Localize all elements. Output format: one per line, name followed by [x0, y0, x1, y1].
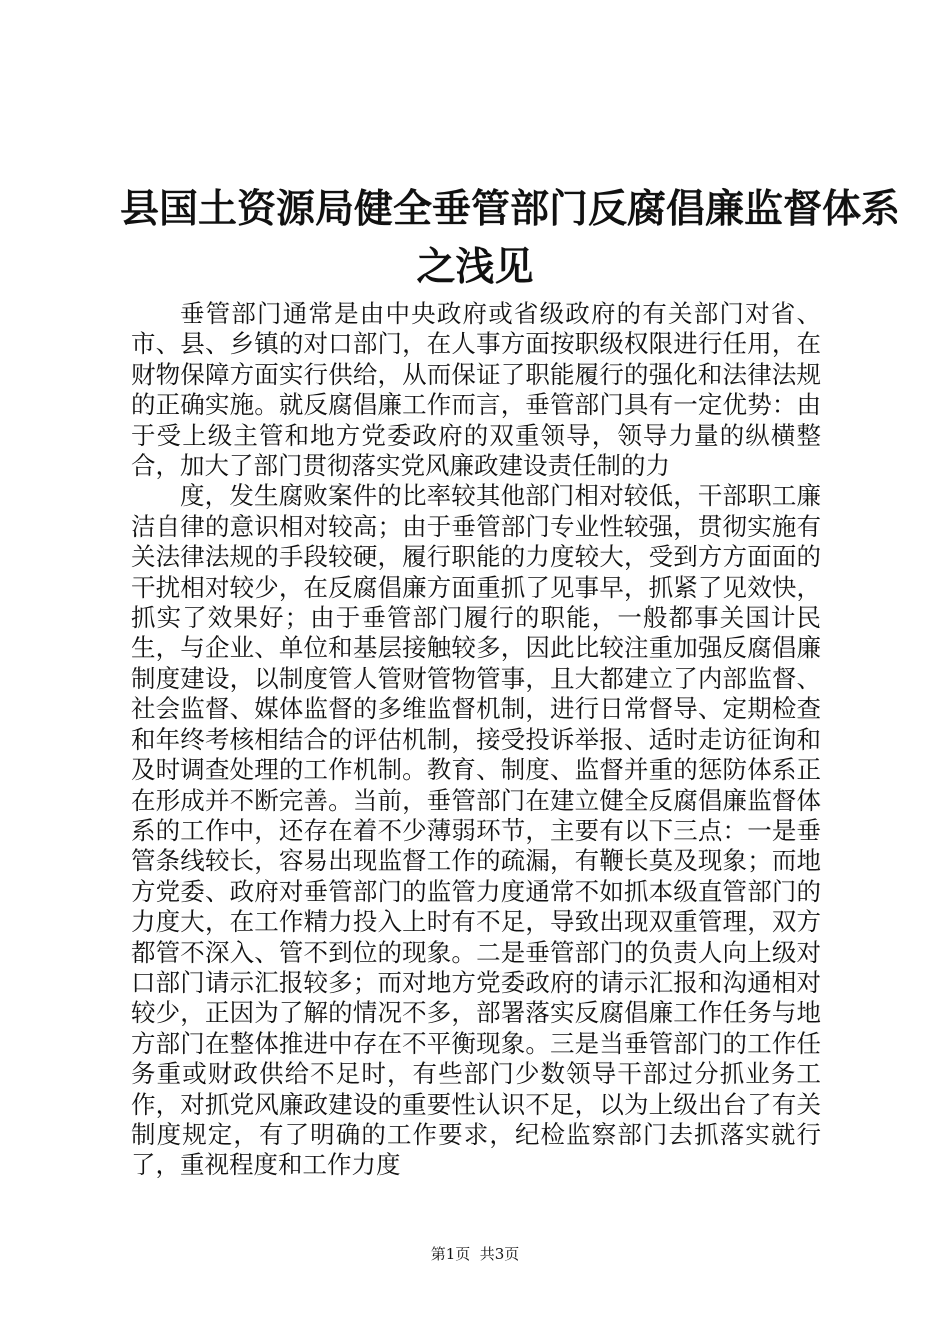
document-title-line-1: 县国土资源局健全垂管部门反腐倡廉监督体系 — [120, 186, 901, 232]
document-body — [131, 299, 821, 1181]
page-number-footer: 第1页 共3页 — [430, 1245, 520, 1263]
document-title-line-2: 之浅见 — [416, 244, 534, 290]
body-paragraph-1: 垂管部门通常是由中央政府或省级政府的有关部门对省、市、县、乡镇的对口部门，在人事方面按职级权限进行任用，在财物保障方面实行供给，从而保证了职能履行的强化和法律法规的正确实施。就反腐倡廉工作而言，垂管部门具有一定优势：由于受上级主管和地方党委政府的双重领导，领导力量的纵横整合，加大了部门贯彻落实党风廉政建设责任制的力 — [131, 299, 821, 481]
title-block — [120, 180, 901, 296]
body-paragraph-2: 度，发生腐败案件的比率较其他部门相对较低，干部职工廉洁自律的意识相对较高；由于垂管部门专业性较强，贯彻实施有关法律法规的手段较硬，履行职能的力度较大，受到方方面面的干扰相对较少，在反腐倡廉方面重抓了见事早，抓紧了见效快，抓实了效果好；由于垂管部门履行的职能，一般都事关国计民生，与企业、单位和基层接触较多，因此比较注重加强反腐倡廉制度建设，以制度管人管财管物管事，且大都建立了内部监督、社会监督、媒体监督的多维监督机制，进行日常督导、定期检查和年终考核相结合的评估机制，接受投诉举报、适时走访征询和及时调查处理的工作机制。教育、制度、监督并重的惩防体系正在形成并不断完善。当前，垂管部门在建立健全反腐倡廉监督体系的工作中，还存在着不少薄弱环节，主要有以下三点：一是垂管条线较长，容易出现监督工作的疏漏，有鞭长莫及现象；而地方党委、政府对垂管部门的监管力度通常不如抓本级直管部门的力度大，在工作精力投入上时有不足，导致出现双重管理，双方都管不深入、管不到位的现象。二是垂管部门的负责人向上级对口部门请示汇报较多；而对地方党委政府的请示汇报和沟通相对较少，正因为了解的情况不多，部署落实反腐倡廉工作任务与地方部门在整体推进中存在不平衡现象。三是当垂管部门的工作任务重或财政供给不足时，有些部门少数领导干部过分抓业务工作，对抓党风廉政建设的重要性认识不足，以为上级出台了有关制度规定，有了明确的工作要求，纪检监察部门去抓落实就行了，重视程度和工作力度 — [131, 481, 821, 1180]
